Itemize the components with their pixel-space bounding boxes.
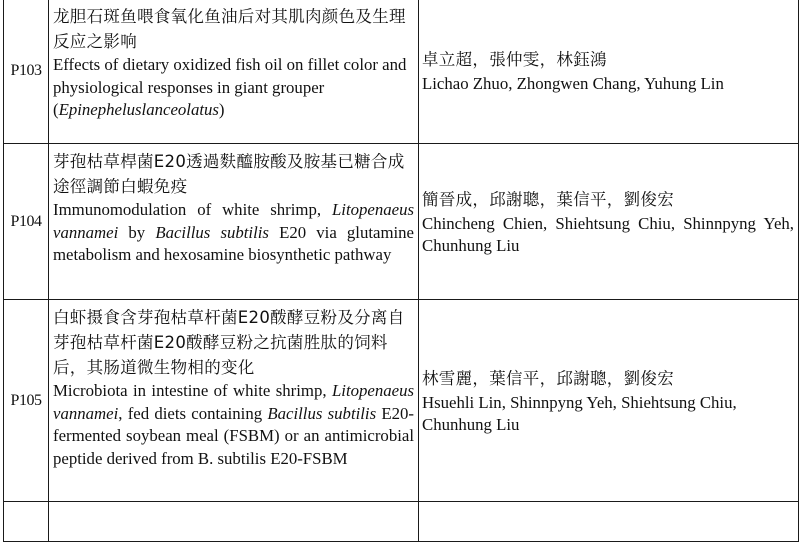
paper-id <box>4 502 49 542</box>
authors-en: Lichao Zhuo, Zhongwen Chang, Yuhung Lin <box>422 74 724 94</box>
title-text: Effects of dietary oxidized fish oil on fillet color and physiological responses in giant grouper ( <box>53 55 407 119</box>
title-text: E20-fermented soybean meal (FSBM) or an antimicrobial peptide derived from B. subtilis E20-FSBM <box>53 403 414 468</box>
authors-zh: 林雪麗，葉信平，邱謝聰，劉俊宏 <box>422 368 674 388</box>
authors-zh: 簡晉成，邱謝聰，葉信平，劉俊宏 <box>422 189 674 209</box>
title-text: Microbiota in intestine of white shrimp, <box>53 381 327 400</box>
paper-title-en <box>53 380 414 470</box>
authors-cell <box>419 300 799 502</box>
paper-title-en <box>53 199 414 267</box>
species-name: Litopenaeus vannamei <box>53 381 414 423</box>
paper-id: P104 <box>4 144 49 300</box>
paper-title-zh: 芽孢枯草桿菌E20透過麩醯胺酸及胺基已糖合成途徑調節白蝦免疫 <box>53 152 405 196</box>
species-name: Litopenaeus vannamei <box>53 200 414 242</box>
title-text: , fed diets containing <box>118 403 263 423</box>
paper-title-zh: 白虾摄食含芽孢枯草杆菌E20酦酵豆粉及分离自芽孢枯草杆菌E20酦酵豆粉之抗菌胜肽的饲料后，其肠道微生物相的变化 <box>53 308 405 377</box>
paper-id: P103 <box>4 0 49 144</box>
table-row <box>4 144 799 300</box>
authors-cell <box>419 144 799 300</box>
title-text: ) <box>218 100 225 119</box>
program-table <box>3 0 799 542</box>
authors-en: Chincheng Chien, Shiehtsung Chiu, Shinnpyng Yeh, Chunhung Liu <box>422 213 794 255</box>
table-row <box>4 502 799 542</box>
paper-title-cell <box>49 502 419 542</box>
authors-cell <box>419 502 799 542</box>
table-row <box>4 300 799 502</box>
paper-title-en <box>53 54 414 122</box>
bacterium-name: Bacillus subtilis <box>267 403 377 423</box>
title-text: by <box>118 222 156 242</box>
title-text: E20 via glutamine metabolism and hexosamine biosynthetic pathway <box>53 222 415 264</box>
authors-zh: 卓立超，張仲雯，林鈺鴻 <box>422 50 607 70</box>
authors-cell <box>419 0 799 144</box>
bacterium-name: Bacillus subtilis <box>155 222 269 242</box>
table-row <box>4 0 799 144</box>
paper-title-cell <box>49 0 419 144</box>
paper-title-cell <box>49 300 419 502</box>
paper-title-cell <box>49 144 419 300</box>
paper-title-zh: 龙胆石斑鱼喂食氧化鱼油后对其肌肉颜色及生理反应之影响 <box>53 7 406 51</box>
authors-en: Hsuehli Lin, Shinnpyng Yeh, Shiehtsung Chiu, Chunhung Liu <box>422 392 737 434</box>
paper-id: P105 <box>4 300 49 502</box>
species-name: Epinepheluslanceolatus <box>58 100 219 119</box>
title-text: Immunomodulation of white shrimp, <box>53 200 322 219</box>
